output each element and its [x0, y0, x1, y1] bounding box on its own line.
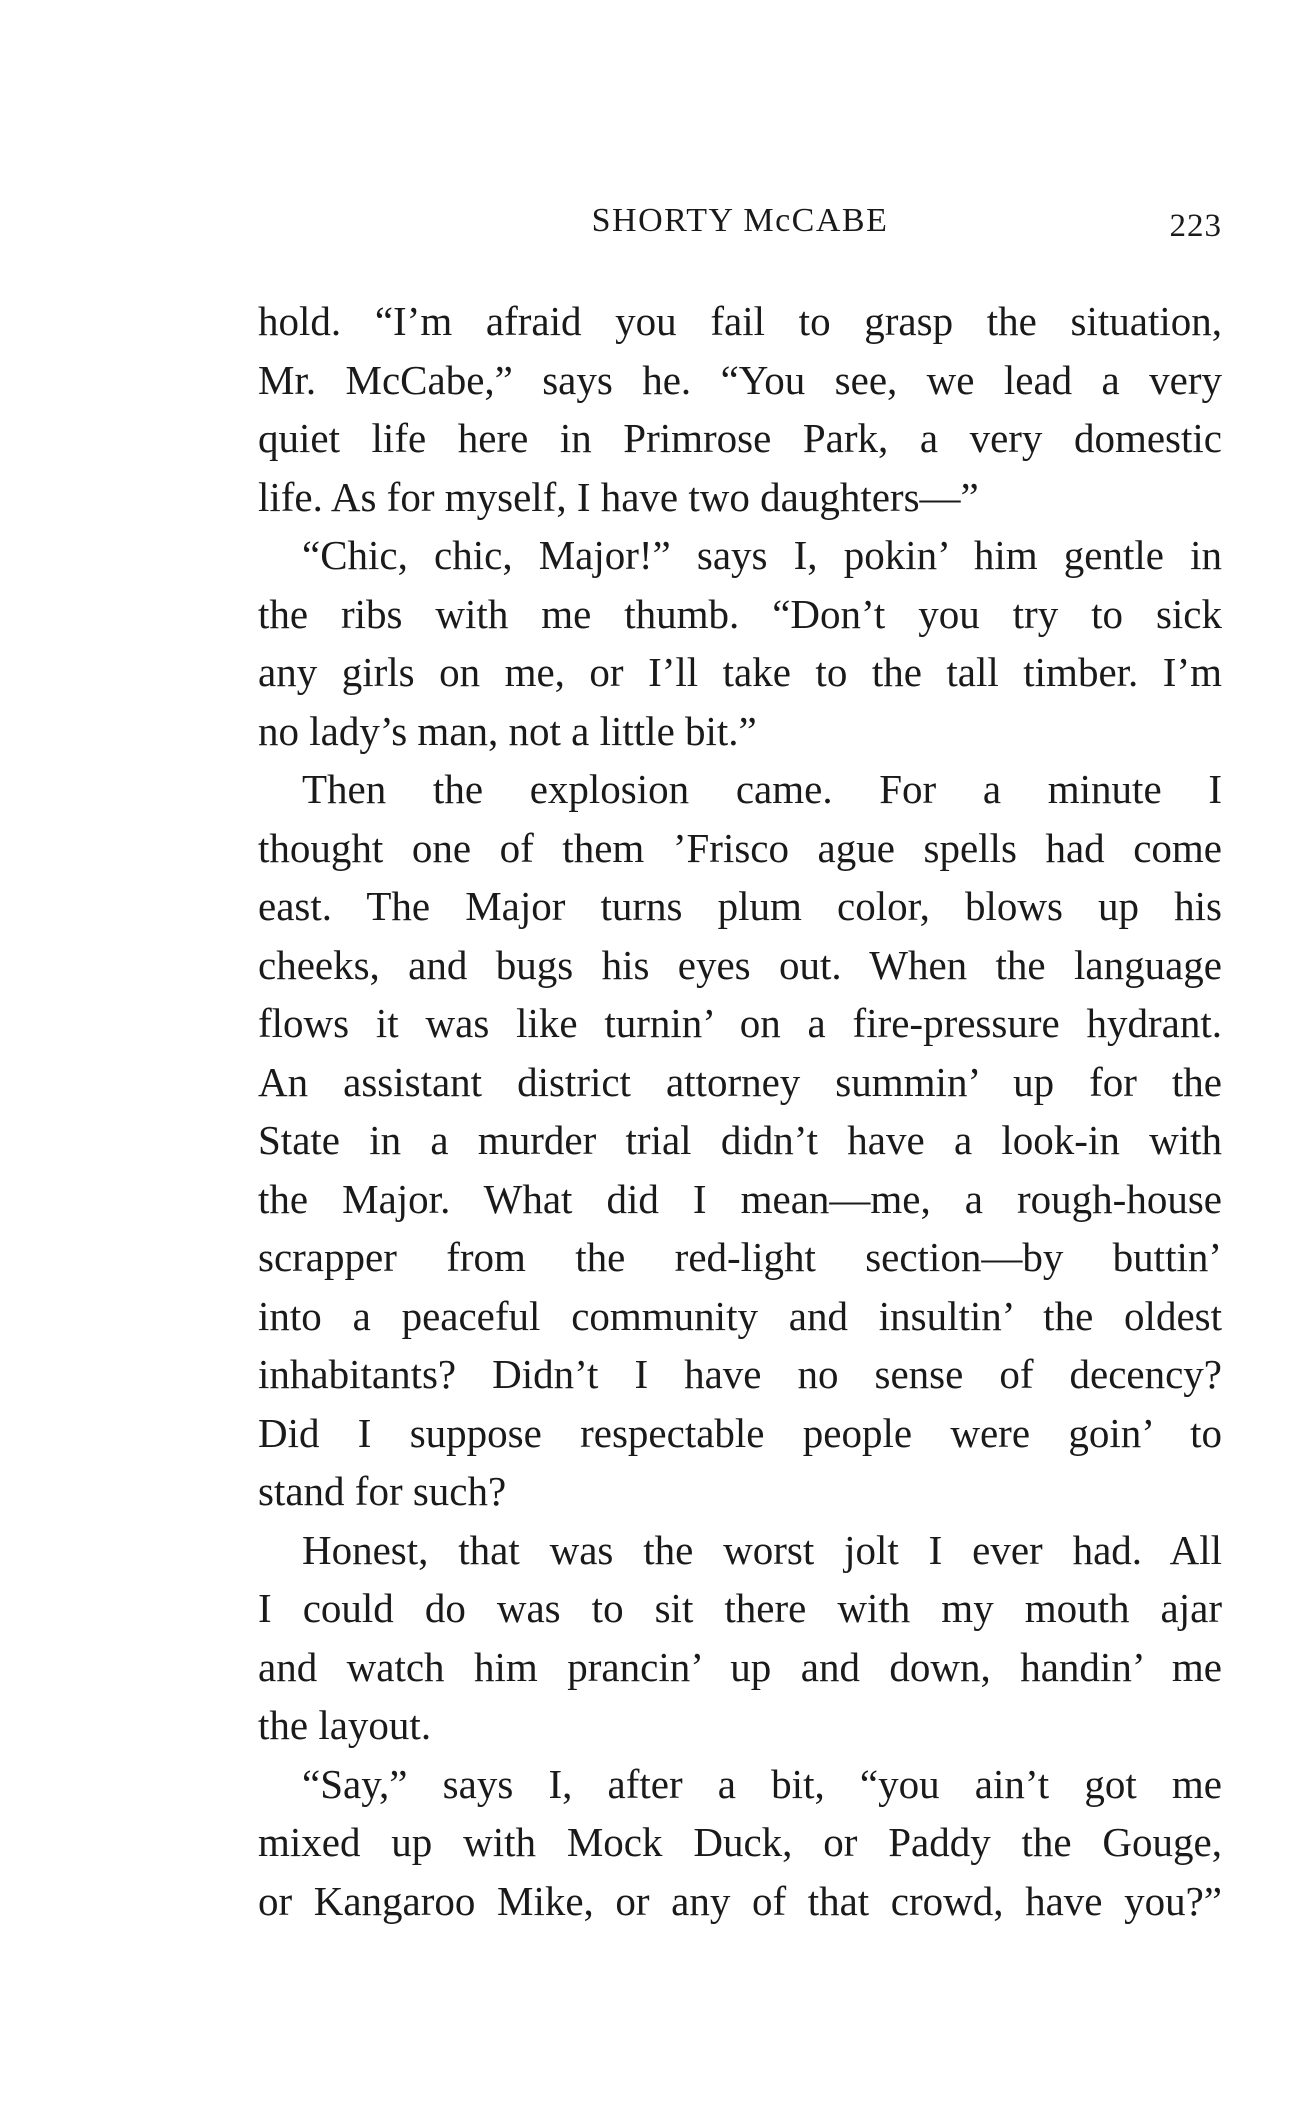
- text-line: quiet life here in Primrose Park, a very domestic: [258, 415, 1222, 461]
- text-line: east. The Major turns plum color, blows up his: [258, 883, 1222, 929]
- text-line: I could do was to sit there with my mouth ajar: [258, 1585, 1222, 1631]
- text-line: Honest, that was the worst jolt I ever had. All: [302, 1526, 1222, 1573]
- text-line: the ribs with me thumb. “Don’t you try to sick: [258, 590, 1222, 637]
- text-line: “Say,” says I, after a bit, “you ain’t got me: [302, 1760, 1222, 1807]
- text-line: thought one of them ’Frisco ague spells had come: [258, 824, 1222, 871]
- running-title: SHORTY McCABE: [591, 202, 889, 239]
- text-line: the Major. What did I mean—me, a rough-house: [258, 1175, 1222, 1222]
- text-line: flows it was like turnin’ on a fire-pressure hydrant.: [258, 1000, 1222, 1046]
- text-line: An assistant district attorney summin’ up for the: [258, 1058, 1222, 1105]
- text-line: the layout.: [258, 1702, 432, 1748]
- text-line: no lady’s man, not a little bit.”: [258, 707, 757, 754]
- text-line: Mr. McCabe,” says he. “You see, we lead a very: [258, 356, 1222, 403]
- text-line: inhabitants? Didn’t I have no sense of decency?: [258, 1351, 1222, 1397]
- text-line: cheeks, and bugs his eyes out. When the language: [258, 941, 1222, 988]
- text-line: hold. “I’m afraid you fail to grasp the situation,: [258, 298, 1222, 344]
- text-line: State in a murder trial didn’t have a look-in with: [258, 1117, 1222, 1163]
- text-line: scrapper from the red-light section—by buttin’: [258, 1234, 1222, 1280]
- running-head: [258, 198, 1222, 248]
- text-line: any girls on me, or I’ll take to the tall timber. I’m: [258, 649, 1222, 695]
- page-number: 223: [1169, 208, 1222, 244]
- text-line: life. As for myself, I have two daughters—”: [258, 473, 979, 520]
- text-line: and watch him prancin’ up and down, handin’ me: [258, 1643, 1222, 1690]
- text-line: into a peaceful community and insultin’ the oldest: [258, 1292, 1222, 1339]
- text-line: or Kangaroo Mike, or any of that crowd, have you?”: [258, 1877, 1222, 1924]
- text-line: Then the explosion came. For a minute I: [302, 766, 1222, 812]
- text-line: Did I suppose respectable people were goin’ to: [258, 1409, 1222, 1456]
- text-line: mixed up with Mock Duck, or Paddy the Gouge,: [258, 1819, 1222, 1865]
- text-line: stand for such?: [258, 1468, 507, 1514]
- body-text: [258, 292, 1222, 1930]
- text-line: “Chic, chic, Major!” says I, pokin’ him gentle in: [302, 532, 1222, 578]
